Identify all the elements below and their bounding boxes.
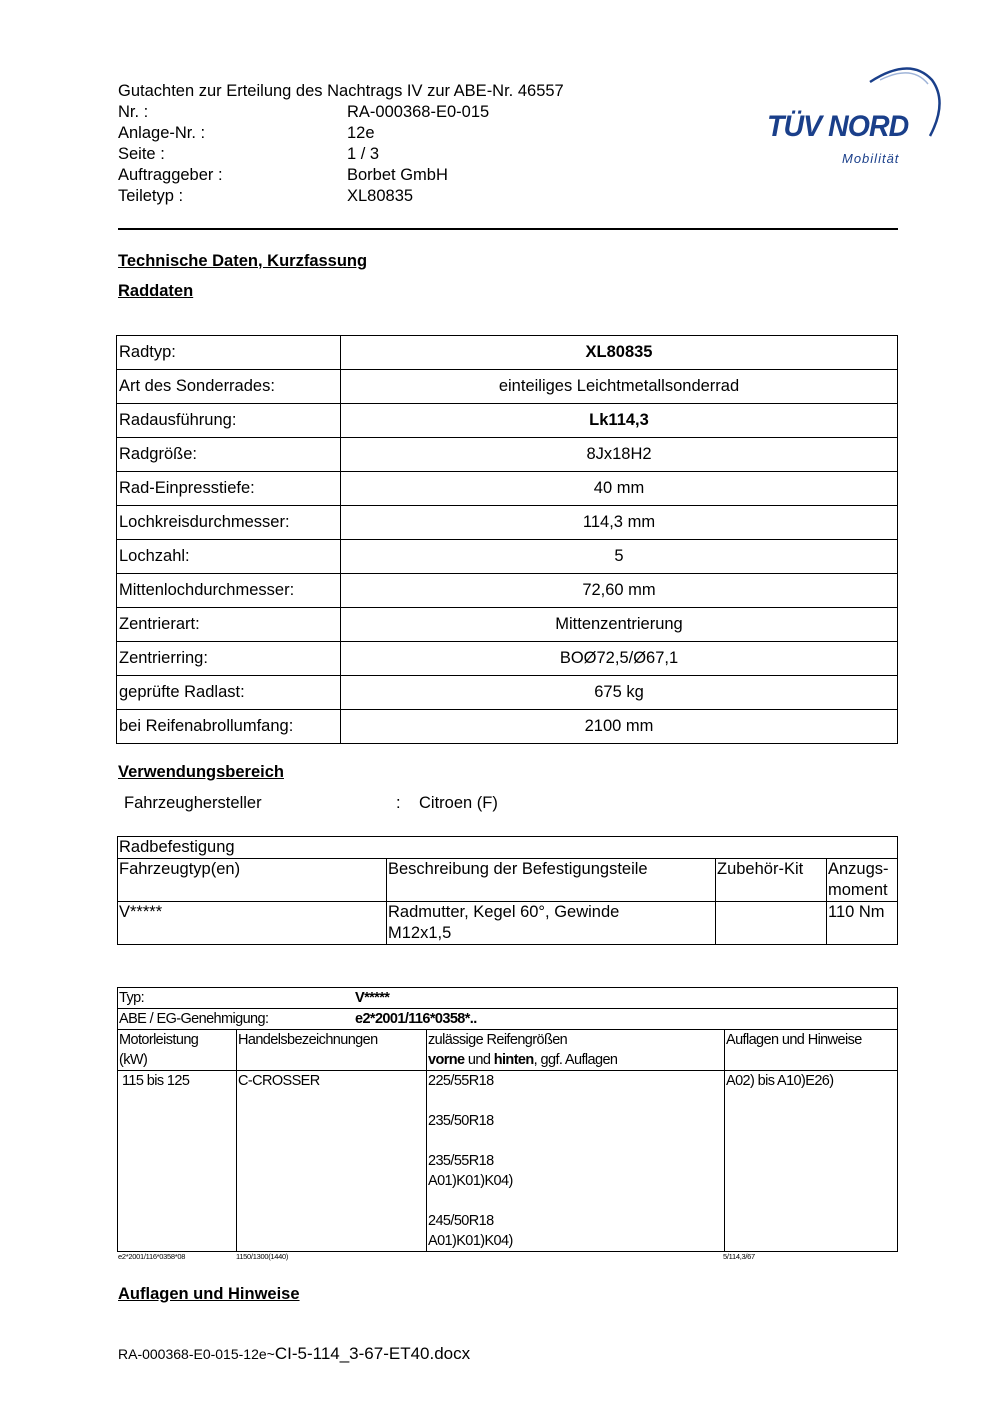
table-row [118, 1009, 898, 1030]
column-header-conditions: Auflagen und Hinweise [725, 1030, 898, 1071]
row-key: Radtyp: [117, 336, 341, 370]
manufacturer-line [124, 794, 498, 813]
column-header-power [118, 1030, 237, 1071]
column-header: Beschreibung der Befestigungsteile [387, 859, 716, 902]
tyre-size: 225/55R18 [428, 1073, 494, 1089]
row-value: 675 kg [341, 676, 898, 710]
cell-conditions: A02) bis A10)E26) [725, 1071, 898, 1252]
header-key: Auftraggeber : [118, 166, 223, 184]
table-row [117, 336, 898, 370]
column-header-line: zulässige Reifengrößen [428, 1032, 568, 1048]
header-value: Borbet GmbH [347, 166, 448, 184]
row-key: Radausführung: [117, 404, 341, 438]
header-key: Teiletyp : [118, 187, 184, 205]
header-row [118, 123, 564, 144]
header-value: 1 / 3 [347, 145, 380, 163]
abe-label: ABE / EG-Genehmigung: [119, 1011, 269, 1027]
manufacturer-label: Fahrzeughersteller [124, 794, 262, 812]
and-label: und [464, 1052, 494, 1068]
vehicle-type-table [117, 987, 898, 1252]
section-heading-raddaten: Raddaten [118, 282, 194, 300]
abe-value: e2*2001/116*0358*.. [355, 1011, 477, 1027]
row-key: Zentrierring: [117, 642, 341, 676]
row-value: XL80835 [341, 336, 898, 370]
table-title: Radbefestigung [118, 837, 898, 859]
column-header-line: (kW) [119, 1052, 148, 1068]
typ-line [118, 988, 898, 1009]
header-value: XL80835 [347, 187, 414, 205]
header-key: Seite : [118, 145, 165, 163]
header-value: RA-000368-E0-015 [347, 103, 490, 121]
tyre-size: 245/50R18 [428, 1213, 494, 1229]
row-value: 5 [341, 540, 898, 574]
row-value: BOØ72,5/Ø67,1 [341, 642, 898, 676]
column-header-line: Motorleistung [119, 1032, 199, 1048]
front-label: vorne [428, 1052, 465, 1068]
cell-vehicle-type: V***** [118, 902, 387, 945]
typ-label: Typ: [119, 990, 144, 1006]
section-heading-technical-data: Technische Daten, Kurzfassung [118, 252, 368, 270]
table-row [117, 404, 898, 438]
tyre-conditions: A01)K01)K04) [428, 1173, 513, 1189]
tuev-nord-logo [760, 58, 950, 173]
header-row [118, 144, 564, 165]
row-key: Rad-Einpresstiefe: [117, 472, 341, 506]
row-value: einteiliges Leichtmetallsonderrad [341, 370, 898, 404]
footnote-weights: 1150/1300(1440) [236, 1252, 289, 1261]
document-title: Gutachten zur Erteilung des Nachtrags IV zur ABE-Nr. 46557 [118, 82, 564, 100]
footnote-approval: e2*2001/116*0358*08 [118, 1252, 186, 1261]
header-row [118, 186, 564, 207]
document-header [118, 81, 564, 207]
footer-filename-prefix: RA-000368-E0-015-12e~ [118, 1346, 275, 1362]
raddaten-table [116, 335, 898, 744]
row-value: 72,60 mm [341, 574, 898, 608]
column-header: Zubehör-Kit [716, 859, 827, 902]
row-key: Art des Sonderrades: [117, 370, 341, 404]
footnote-bolt-pattern: 5/114,3/67 [723, 1252, 755, 1261]
section-heading-auflagen: Auflagen und Hinweise [118, 1285, 300, 1303]
section-heading-verwendungsbereich: Verwendungsbereich [118, 763, 284, 781]
header-row [118, 165, 564, 186]
table-row [117, 370, 898, 404]
header-key: Nr. : [118, 103, 149, 121]
header-divider [118, 228, 898, 230]
row-value: 2100 mm [341, 710, 898, 744]
typ-value: V***** [355, 990, 390, 1006]
cell-power: 115 bis 125 [118, 1071, 237, 1252]
manufacturer-separator: : [396, 794, 401, 812]
tyre-size: 235/50R18 [428, 1113, 494, 1129]
table-row [117, 676, 898, 710]
row-value: 8Jx18H2 [341, 438, 898, 472]
tyre-size: 235/55R18 [428, 1153, 494, 1169]
conditions-label: , ggf. Auflagen [533, 1052, 618, 1068]
abe-line [118, 1009, 898, 1030]
row-key: Zentrierart: [117, 608, 341, 642]
column-header-tyres [427, 1030, 725, 1071]
cell-trade-name: C-CROSSER [237, 1071, 427, 1252]
column-header-trade-names: Handelsbezeichnungen [237, 1030, 427, 1071]
row-value: Mittenzentrierung [341, 608, 898, 642]
header-value: 12e [347, 124, 375, 142]
footer-filename [118, 1344, 470, 1364]
row-value: 114,3 mm [341, 506, 898, 540]
table-row [117, 438, 898, 472]
rear-label: hinten [493, 1052, 534, 1068]
table-row [117, 574, 898, 608]
header-key: Anlage-Nr. : [118, 124, 206, 142]
column-header-line: Anzugs- [828, 860, 889, 878]
description-line: M12x1,5 [388, 924, 452, 942]
header-row [118, 102, 564, 123]
logo-subtitle: Mobilität [842, 151, 900, 166]
table-header-row [118, 859, 898, 902]
row-key: Lochzahl: [117, 540, 341, 574]
table-row [118, 988, 898, 1009]
description-line: Radmutter, Kegel 60°, Gewinde [388, 903, 620, 921]
table-row [118, 1071, 898, 1252]
tyre-conditions: A01)K01)K04) [428, 1233, 513, 1249]
table-header-row [118, 1030, 898, 1071]
footer-filename-main: CI-5-114_3-67-ET40.docx [274, 1344, 471, 1363]
table-row [117, 608, 898, 642]
table-row [118, 837, 898, 859]
manufacturer-value: Citroen (F) [419, 794, 498, 812]
column-header-line [428, 1050, 723, 1070]
table-row [117, 472, 898, 506]
cell-torque: 110 Nm [827, 902, 898, 945]
column-header: Fahrzeugtyp(en) [118, 859, 387, 902]
row-key: Lochkreisdurchmesser: [117, 506, 341, 540]
row-key: geprüfte Radlast: [117, 676, 341, 710]
row-key: bei Reifenabrollumfang: [117, 710, 341, 744]
table-row [117, 642, 898, 676]
column-header-line: moment [828, 881, 888, 899]
column-header-torque [827, 859, 898, 902]
table-row [118, 902, 898, 945]
row-value: 40 mm [341, 472, 898, 506]
cell-kit [716, 902, 827, 945]
table-row [117, 506, 898, 540]
row-key: Radgröße: [117, 438, 341, 472]
radbefestigung-table [117, 836, 898, 945]
cell-tyres [427, 1071, 725, 1252]
row-value: Lk114,3 [341, 404, 898, 438]
table-row [117, 710, 898, 744]
table-row [117, 540, 898, 574]
logo-wordmark: TÜV NORD [767, 110, 909, 143]
row-key: Mittenlochdurchmesser: [117, 574, 341, 608]
cell-description [387, 902, 716, 945]
